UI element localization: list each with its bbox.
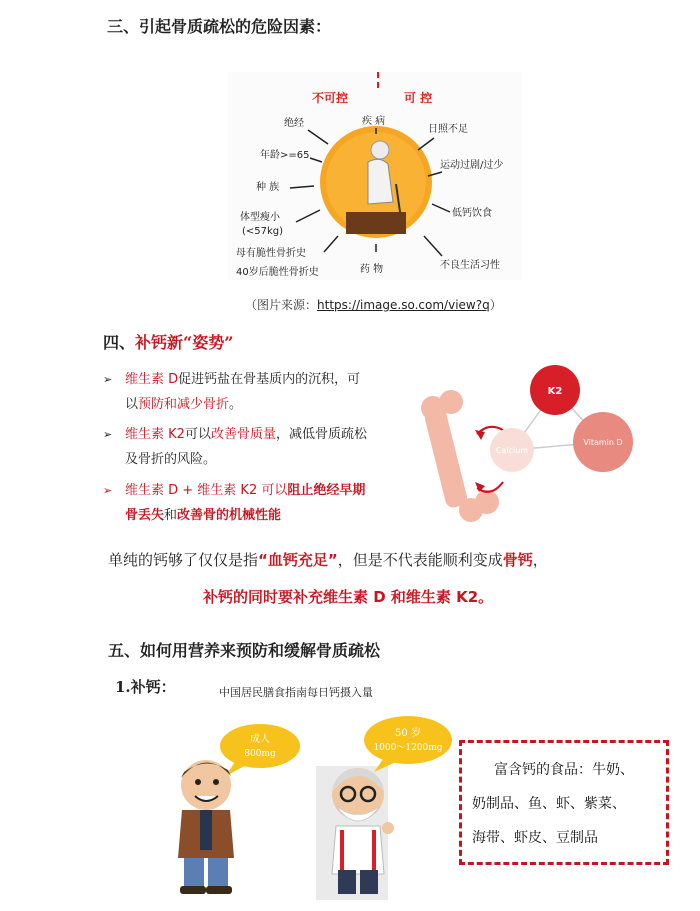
image-source-caption: （图片来源：https://image.so.com/view?q） (245, 298, 502, 312)
bone-illustration (421, 390, 499, 522)
risk-item-race: 种 族 (256, 182, 280, 193)
bullet-vitamin-d-k2: ➢ 维生素 D + 维生素 K2 可以阻止绝经早期 骨丢失和改善骨的机械性能 (103, 478, 403, 528)
senior-bubble-line1: 50 岁 (395, 728, 421, 739)
source-link[interactable]: https://image.so.com/view?q (317, 298, 490, 312)
food-line-3: 海带、虾皮、豆制品 (472, 830, 598, 846)
risk-item-menopause: 绝经 (284, 118, 304, 129)
section5-title: 五、如何用营养来预防和缓解骨质疏松 (108, 641, 381, 660)
risk-item-sunlight: 日照不足 (428, 124, 468, 135)
risk-item-exercise: 运动过剧/过少 (440, 160, 504, 171)
risk-item-drugs: 药 物 (360, 264, 384, 275)
k2-calcium-vitd-figure (405, 350, 675, 530)
calcium-paragraph-line2: 补钙的同时要补充维生素 D 和维生素 K2。 (203, 588, 494, 606)
risk-left-header: 不可控 (312, 91, 349, 105)
arrow-bullet-icon: ➢ (103, 484, 113, 497)
risk-item-mother-fracture: 母有脆性骨折史 (236, 248, 306, 259)
vitamin-d-label: Vitamin D (583, 438, 623, 447)
sub1-label: 1.补钙： (115, 678, 176, 696)
sub1-note: 中国居民膳食指南每日钙摄入量 (219, 686, 373, 699)
adult-bubble-line1: 成人 (250, 734, 270, 745)
k2-label: K2 (547, 386, 563, 397)
risk-item-fracture-40: 40岁后脆性骨折史 (236, 267, 319, 278)
risk-factors-figure (228, 72, 522, 280)
risk-item-thin: 体型瘦小 (240, 212, 280, 223)
food-line-1: 富含钙的食品：牛奶、 (494, 762, 634, 778)
risk-right-header: 可 控 (404, 91, 433, 105)
senior-bubble-line2: 1000～1200mg (373, 743, 443, 753)
adult-man-cartoon (178, 760, 234, 894)
food-line-2: 奶制品、鱼、虾、紫菜、 (472, 796, 626, 812)
calcium-foods-box (459, 740, 669, 865)
section4-title: 四、补钙新“姿势” (103, 333, 234, 352)
risk-item-bad-habits: 不良生活习性 (440, 260, 500, 271)
bullet-vitamin-d: ➢ 维生素 D促进钙盐在骨基质内的沉积，可 以预防和减少骨折。 (103, 367, 403, 417)
risk-item-disease: 疾 病 (362, 116, 386, 127)
bullet-vitamin-k2: ➢ 维生素 K2可以改善骨质量，减低骨质疏松 及骨折的风险。 (103, 422, 403, 472)
calcium-paragraph-line1: 单纯的钙够了仅仅是指“血钙充足”，但是不代表能顺利变成骨钙， (108, 551, 548, 569)
figure-table (346, 212, 406, 234)
section3-title: 三、引起骨质疏松的危险因素： (107, 17, 332, 36)
adult-bubble-line2: 800mg (244, 749, 276, 759)
risk-item-weight: (<57kg) (242, 226, 284, 237)
senior-speech-bubble (364, 716, 452, 764)
arrow-bullet-icon: ➢ (103, 428, 113, 441)
risk-item-age: 年龄>=65 (260, 150, 310, 161)
calcium-intake-illustration (160, 710, 460, 900)
risk-item-low-calcium: 低钙饮食 (452, 208, 492, 219)
adult-speech-bubble (220, 724, 300, 768)
calcium-label: Calcium (495, 446, 529, 455)
arrow-bullet-icon: ➢ (103, 373, 113, 386)
